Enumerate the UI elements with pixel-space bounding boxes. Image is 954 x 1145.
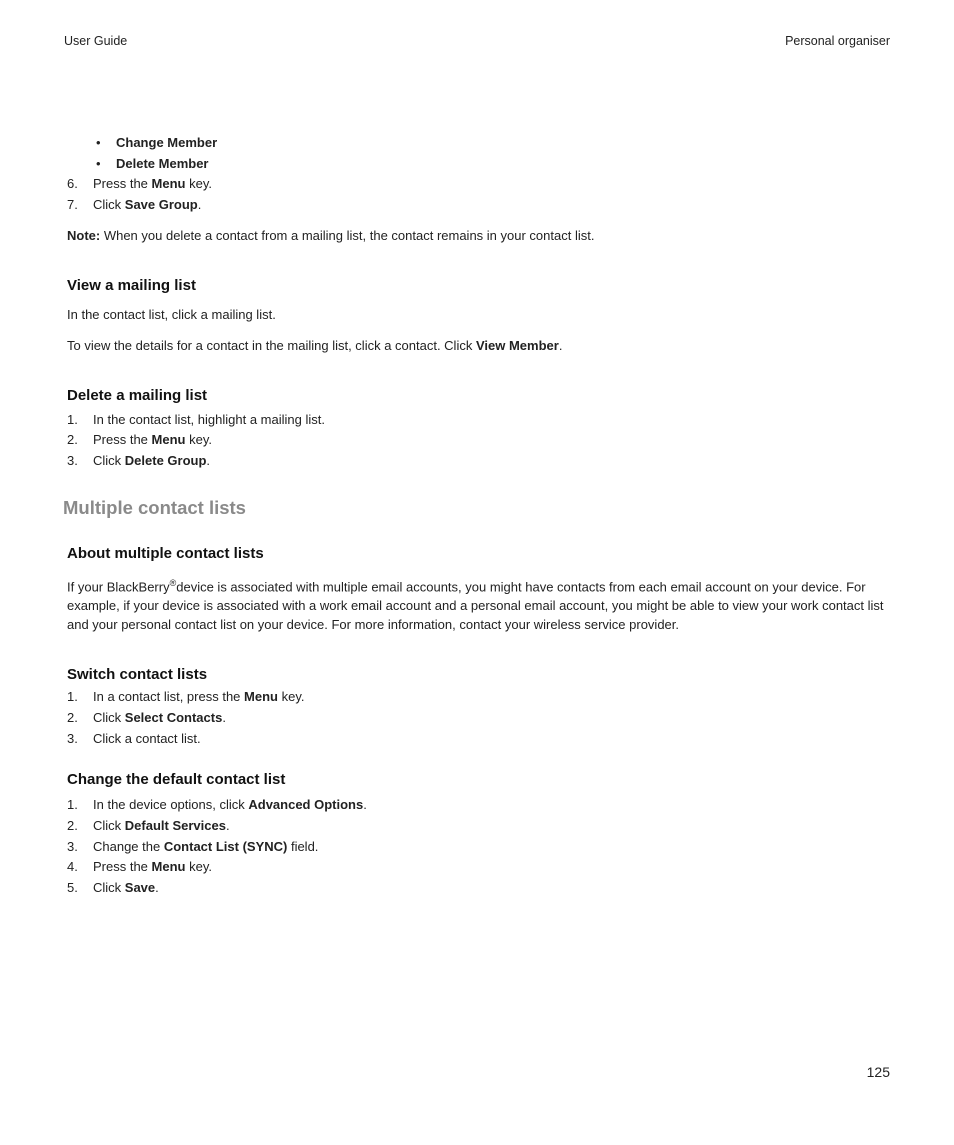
section-title-multiple-contact-lists: Multiple contact lists bbox=[63, 496, 246, 518]
step-item: 2. Press the Menu key. bbox=[67, 432, 212, 448]
heading-switch-contact-lists: Switch contact lists bbox=[67, 666, 208, 684]
bullet-icon: • bbox=[96, 135, 101, 150]
bullet-item: • Change Member bbox=[67, 133, 889, 154]
note-paragraph: Note: When you delete a contact from a mailing list, the contact remains in your contact list. bbox=[67, 227, 595, 243]
switch-steps bbox=[67, 687, 889, 749]
bullet-item: • Delete Member bbox=[67, 154, 889, 175]
step-item: 1. In a contact list, press the Menu key. bbox=[67, 689, 305, 705]
view-mailing-para-1: In the contact list, click a mailing list. bbox=[67, 306, 276, 322]
heading-delete-mailing-list: Delete a mailing list bbox=[67, 386, 208, 404]
heading-about-multiple-contact-lists: About multiple contact lists bbox=[67, 544, 264, 562]
heading-view-mailing-list: View a mailing list bbox=[67, 276, 196, 294]
view-mailing-para-2: To view the details for a contact in the mailing list, click a contact. Click View Member. bbox=[67, 337, 563, 353]
delete-mailing-steps bbox=[67, 410, 889, 472]
step-item: 2. Click Select Contacts. bbox=[67, 709, 226, 725]
step-item: 7. Click Save Group. bbox=[67, 197, 202, 213]
page-content bbox=[63, 133, 889, 899]
header-right: Personal organiser bbox=[785, 34, 890, 48]
step-item: 3. Click Delete Group. bbox=[67, 453, 211, 469]
step-item: 3. Change the Contact List (SYNC) field. bbox=[67, 838, 319, 854]
step-item: 1. In the contact list, highlight a mailing list. bbox=[67, 411, 325, 427]
about-paragraph: If your BlackBerry®device is associated with multiple email accounts, you might have contacts from each email account on your device. For example, if your device is associated with a work email account and a personal email account, you might be able to view your work contact list and your personal contact list on your device. For more information, contact your wireless service provider. bbox=[67, 577, 884, 633]
page-number: 125 bbox=[866, 1064, 890, 1080]
change-default-steps bbox=[67, 795, 889, 898]
heading-change-default-contact-list: Change the default contact list bbox=[67, 771, 286, 789]
step-item: 3. Click a contact list. bbox=[67, 730, 201, 746]
header-left: User Guide bbox=[64, 34, 128, 48]
bullet-icon: • bbox=[96, 155, 101, 171]
step-item: 2. Click Default Services. bbox=[67, 817, 230, 833]
step-item: 4. Press the Menu key. bbox=[67, 859, 212, 875]
step-item: 6. Press the Menu key. bbox=[67, 176, 212, 192]
step-item: 5. Click Save. bbox=[67, 879, 159, 895]
step-item: 1. In the device options, click Advanced Options. bbox=[67, 797, 367, 813]
